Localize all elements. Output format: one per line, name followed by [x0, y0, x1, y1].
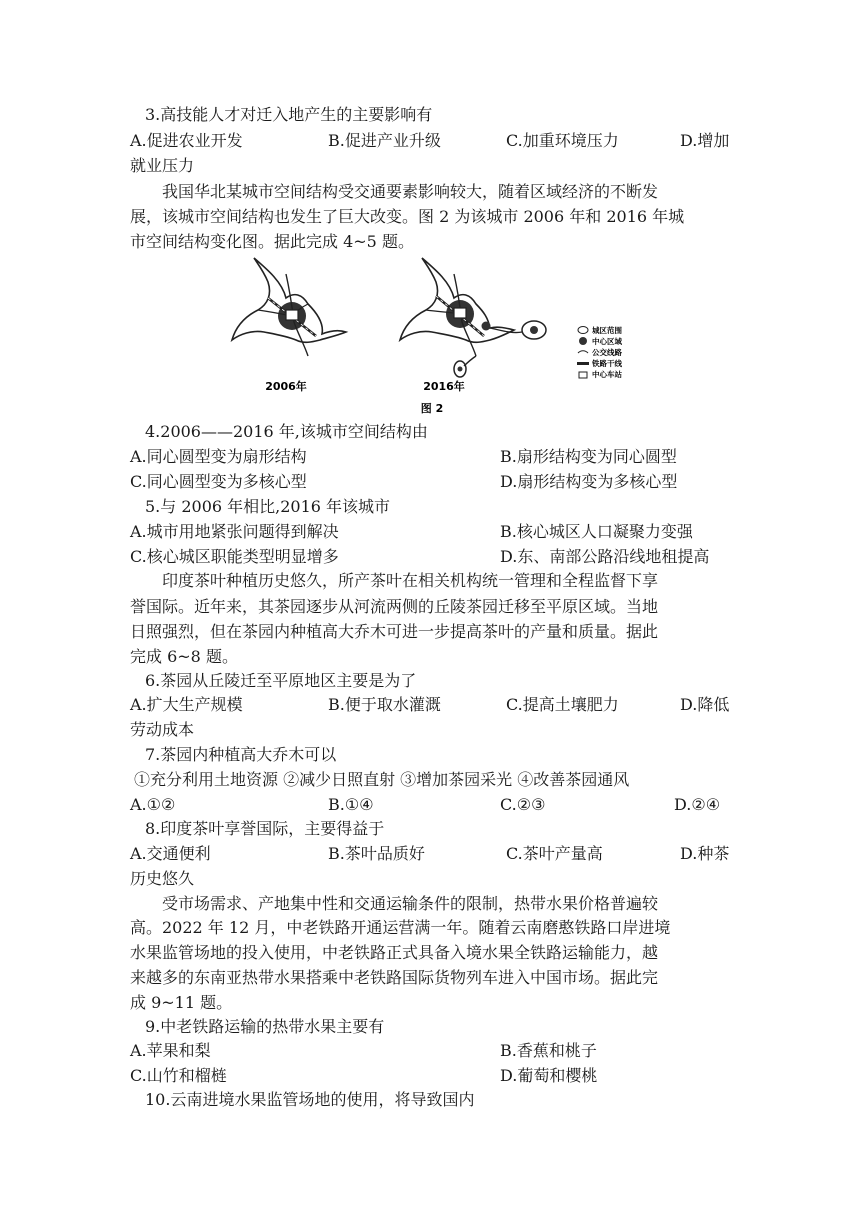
q4-option-b: B.扇形结构变为同心圆型	[500, 447, 677, 466]
q8-option-a: A.交通便利	[130, 844, 211, 863]
q6-option-c: C.提高土壤肥力	[506, 695, 619, 714]
passage1-line: 展，该城市空间结构也发生了巨大改变。图 2 为该城市 2006 年和 2016 年城	[130, 207, 685, 226]
q3-option-d-continued: 就业压力	[130, 156, 195, 175]
passage3-line: 成 9~11 题。	[130, 993, 233, 1012]
q3-option-b: B.促进产业升级	[328, 131, 441, 150]
q5-stem: 5.与 2006 年相比,2016 年该城市	[145, 497, 391, 516]
passage3-line: 高。2022 年 12 月，中老铁路开通运营满一年。随着云南磨憨铁路口岸进境	[130, 918, 671, 937]
q9-option-d: D.葡萄和樱桃	[500, 1066, 598, 1085]
q3-option-c: C.加重环境压力	[506, 131, 619, 150]
q7-option-b: B.①④	[328, 795, 374, 814]
q5-option-b: B.核心城区人口凝聚力变强	[500, 522, 693, 541]
central-station	[286, 310, 298, 320]
central-station	[454, 308, 466, 318]
passage3-line: 来越多的东南亚热带水果搭乘中老铁路国际货物列车进入中国市场。据此完	[130, 968, 659, 987]
figure-2-city-structure-map	[228, 256, 668, 416]
central-area-node	[482, 322, 491, 331]
map-2006	[232, 258, 346, 393]
map-2006-label: 2006年	[265, 380, 307, 393]
legend-bus-route: 公交线路	[592, 348, 622, 357]
passage3-line: 水果监管场地的投入使用，中老铁路正式具备入境水果全铁路运输能力，越	[130, 943, 659, 962]
q9-option-b: B.香蕉和桃子	[500, 1041, 597, 1060]
legend-railway: 铁路干线	[592, 359, 622, 368]
passage2-line: 日照强烈，但在茶园内种植高大乔木可进一步提高茶叶的产量和质量。据此	[130, 622, 659, 641]
q5-option-c: C.核心城区职能类型明显增多	[130, 547, 339, 566]
q6-option-a: A.扩大生产规模	[130, 695, 243, 714]
q4-option-d: D.扇形结构变为多核心型	[500, 472, 678, 491]
q9-option-c: C.山竹和榴梿	[130, 1066, 227, 1085]
central-area-east	[530, 326, 538, 334]
city-structure-diagram	[228, 256, 668, 416]
central-area-south	[458, 367, 463, 372]
passage1-line: 我国华北某城市空间结构受交通要素影响较大，随着区域经济的不断发	[162, 182, 659, 201]
map-2016-label: 2016年	[423, 380, 465, 393]
q9-option-a: A.苹果和梨	[130, 1041, 211, 1060]
q8-stem: 8.印度茶叶享誉国际，主要得益于	[145, 819, 385, 838]
figure-caption: 图 2	[420, 402, 444, 415]
q10-stem: 10.云南进境水果监管场地的使用，将导致国内	[145, 1090, 475, 1109]
q8-option-d: D.种茶	[680, 844, 730, 863]
q6-option-d-continued: 劳动成本	[130, 720, 195, 739]
passage1-line: 市空间结构变化图。据此完成 4~5 题。	[130, 232, 414, 251]
q4-stem: 4.2006——2016 年,该城市空间结构由	[145, 422, 428, 441]
legend-central-area: 中心区域	[592, 337, 622, 346]
q3-stem: 3.高技能人才对迁入地产生的主要影响有	[145, 105, 433, 124]
q6-option-b: B.便于取水灌溉	[328, 695, 441, 714]
q4-option-c: C.同心圆型变为多核心型	[130, 472, 307, 491]
legend-station: 中心车站	[592, 370, 622, 379]
q7-stem: 7.茶园内种植高大乔木可以	[145, 745, 337, 764]
passage2-line: 誉国际。近年来，其茶园逐步从河流两侧的丘陵茶园迁移至平原区域。当地	[130, 597, 659, 616]
passage2-line: 完成 6~8 题。	[130, 647, 238, 666]
q7-statements: ①充分利用土地资源 ②减少日照直射 ③增加茶园采光 ④改善茶园通风	[134, 770, 630, 789]
q4-option-a: A.同心圆型变为扇形结构	[130, 447, 307, 466]
q8-option-c: C.茶叶产量高	[506, 844, 603, 863]
q9-stem: 9.中老铁路运输的热带水果主要有	[145, 1017, 385, 1036]
q7-option-c: C.②③	[500, 795, 546, 814]
passage2-line: 印度茶叶种植历史悠久，所产茶叶在相关机构统一管理和全程监督下享	[162, 571, 659, 590]
q5-option-a: A.城市用地紧张问题得到解决	[130, 522, 339, 541]
legend	[577, 325, 622, 379]
q5-option-d: D.东、南部公路沿线地租提高	[500, 547, 710, 566]
q7-option-a: A.①②	[130, 795, 176, 814]
q8-option-b: B.茶叶品质好	[328, 844, 425, 863]
legend-urban-area: 城区范围	[592, 326, 622, 335]
q6-option-d: D.降低	[680, 695, 730, 714]
q8-option-d-continued: 历史悠久	[130, 869, 195, 888]
q3-option-d: D.增加	[680, 131, 730, 150]
q6-stem: 6.茶园从丘陵迁至平原地区主要是为了	[145, 671, 417, 690]
q3-option-a: A.促进农业开发	[130, 131, 243, 150]
q7-option-d: D.②④	[674, 795, 721, 814]
map-2016	[400, 258, 546, 393]
passage3-line: 受市场需求、产地集中性和交通运输条件的限制，热带水果价格普遍较	[162, 894, 659, 913]
